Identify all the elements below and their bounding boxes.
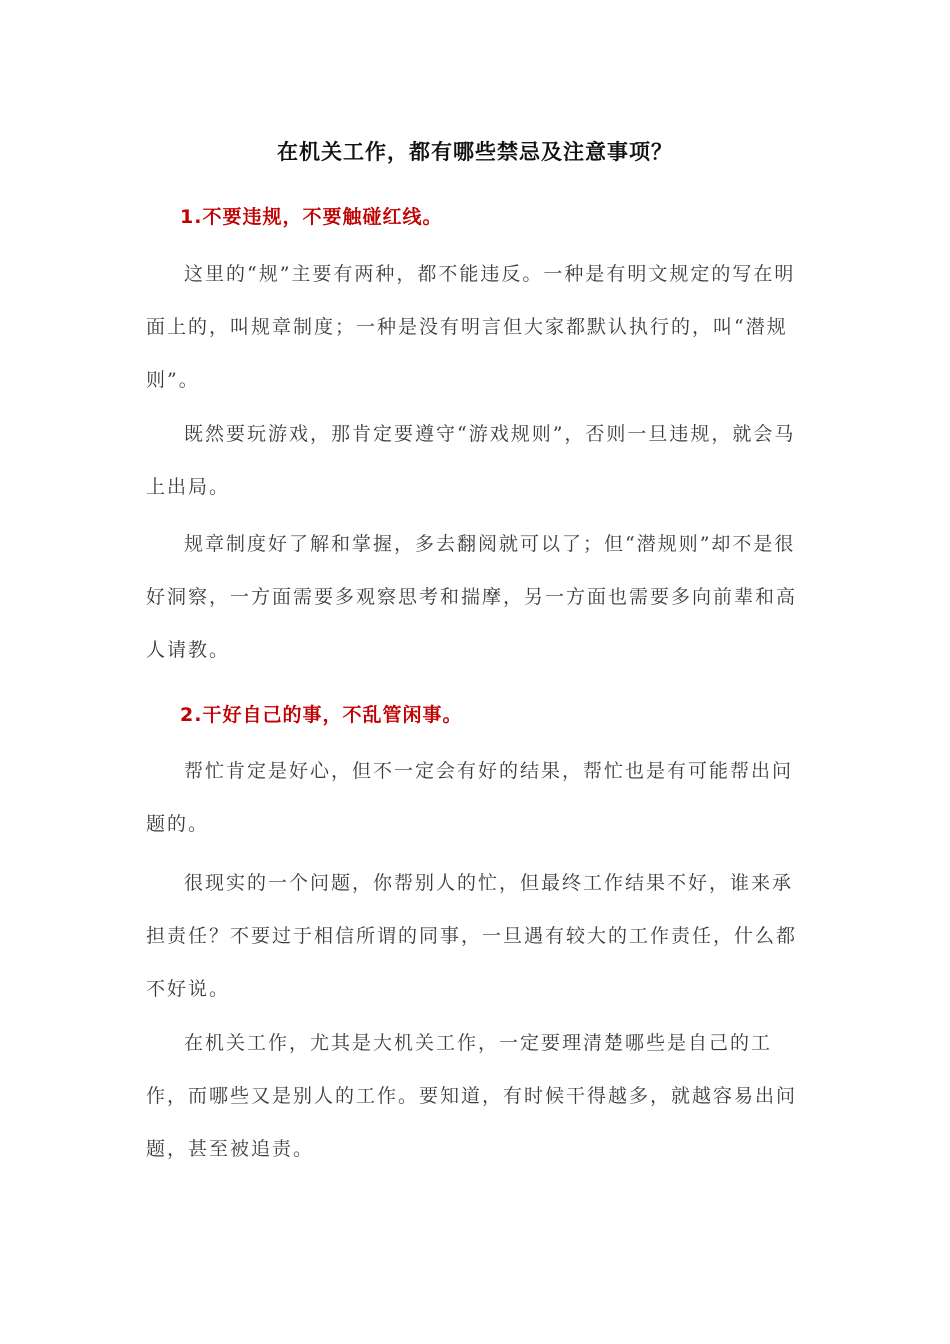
paragraph-1-3: 规章制度好了解和掌握，多去翻阅就可以了；但“潜规则”却不是很好洞察，一方面需要多观察思考和揣摩，另一方面也需要多向前辈和高人请教。: [146, 533, 798, 661]
section-heading-1: 1.不要违规，不要触碰红线。: [180, 206, 443, 228]
paragraph-2-3: 在机关工作，尤其是大机关工作，一定要理清楚哪些是自己的工作，而哪些又是别人的工作。要知道，有时候干得越多，就越容易出问题，甚至被追责。: [146, 1032, 798, 1160]
paragraph-1-2: 既然要玩游戏，那肯定要遵守“游戏规则”，否则一旦违规，就会马上出局。: [146, 423, 796, 498]
paragraph-1-1: 这里的“规”主要有两种，都不能违反。一种是有明文规定的写在明面上的，叫规章制度；一种是没有明言但大家都默认执行的，叫“潜规则”。: [146, 263, 796, 391]
section-heading-2: 2.干好自己的事，不乱管闲事。: [180, 704, 463, 726]
document-title: 在机关工作，都有哪些禁忌及注意事项？: [277, 140, 673, 164]
paragraph-2-2: 很现实的一个问题，你帮别人的忙，但最终工作结果不好，谁来承担责任？不要过于相信所谓的同事，一旦遇有较大的工作责任，什么都不好说。: [146, 872, 798, 1000]
paragraph-2-1: 帮忙肯定是好心，但不一定会有好的结果，帮忙也是有可能帮出问题的。: [146, 760, 794, 835]
